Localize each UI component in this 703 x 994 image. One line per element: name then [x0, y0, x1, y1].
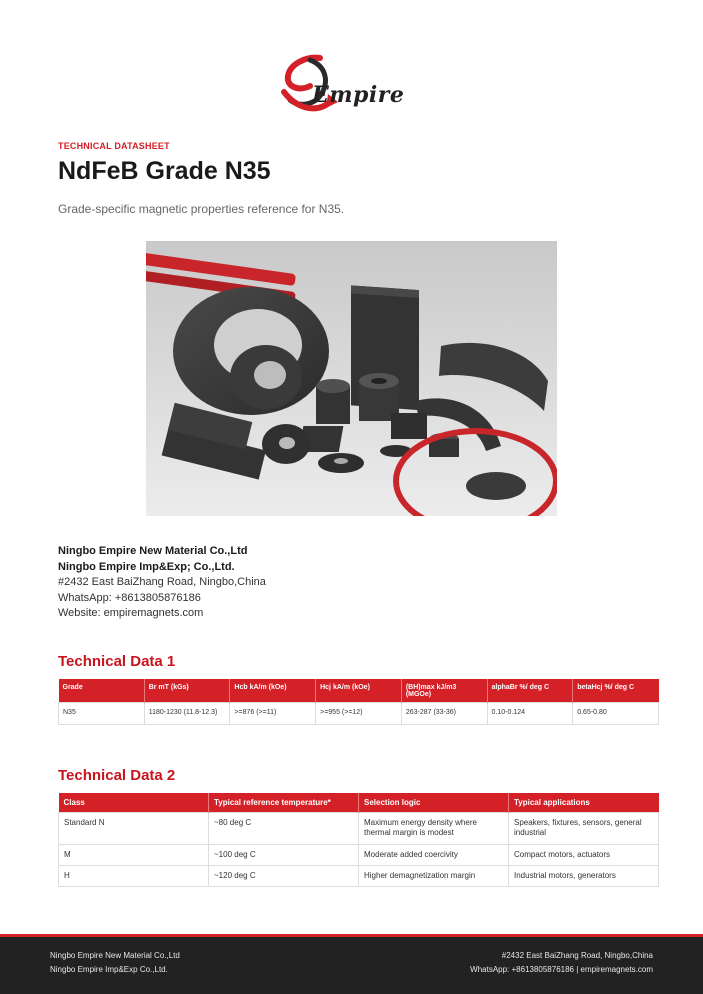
- table-cell: Standard N: [59, 813, 209, 845]
- table-cell: 1180-1230 (11.8-12.3): [144, 703, 230, 725]
- table-cell: ~80 deg C: [209, 813, 359, 845]
- table-row: [59, 866, 659, 887]
- table-header-cell: (BH)max kJ/m3 (MGOe): [401, 679, 487, 703]
- table-header-cell: betaHcj %/ deg C: [573, 679, 659, 703]
- table-cell: Compact motors, actuators: [509, 845, 659, 866]
- section-title-technical-data-1: Technical Data 1: [58, 653, 176, 670]
- company-name-1: Ningbo Empire New Material Co.,Ltd: [58, 545, 248, 557]
- table-header-cell: Class: [59, 793, 209, 813]
- footer-accent-line: [0, 934, 703, 937]
- table-header-cell: Br mT (kGs): [144, 679, 230, 703]
- table-cell: H: [59, 866, 209, 887]
- table-cell: ~120 deg C: [209, 866, 359, 887]
- company-logo: [276, 52, 426, 118]
- section-title-technical-data-2: Technical Data 2: [58, 767, 176, 784]
- document-kicker: TECHNICAL DATASHEET: [58, 141, 170, 151]
- company-whatsapp: WhatsApp: +8613805876186: [58, 591, 201, 604]
- table-header-cell: Typical reference temperature*: [209, 793, 359, 813]
- footer-company-1: Ningbo Empire New Material Co.,Ltd: [50, 951, 180, 960]
- table-cell: 0.65-0.80: [573, 703, 659, 725]
- page-subtitle: Grade-specific magnetic properties reference for N35.: [58, 202, 345, 216]
- table-cell: 0.10-0.124: [487, 703, 573, 725]
- table-header-cell: Hcj kA/m (kOe): [316, 679, 402, 703]
- table-header-row: [59, 793, 659, 813]
- table-header-cell: Selection logic: [359, 793, 509, 813]
- table-cell: Industrial motors, generators: [509, 866, 659, 887]
- table-cell: Higher demagnetization margin: [359, 866, 509, 887]
- table-header-cell: alphaBr %/ deg C: [487, 679, 573, 703]
- company-website: Website: empiremagnets.com: [58, 607, 204, 619]
- page-title: NdFeB Grade N35: [58, 157, 271, 185]
- table-cell: Speakers, fixtures, sensors, general industrial: [509, 813, 659, 845]
- table-cell: 263-287 (33-36): [401, 703, 487, 725]
- table-row: [59, 703, 659, 725]
- company-address: #2432 East BaiZhang Road, Ningbo,China: [58, 576, 266, 588]
- table-cell: Moderate added coercivity: [359, 845, 509, 866]
- table-header-row: [59, 679, 659, 703]
- footer-contact: WhatsApp: +8613805876186 | empiremagnets.com: [470, 965, 653, 974]
- table-cell: N35: [59, 703, 145, 725]
- table-header-cell: Grade: [59, 679, 145, 703]
- logo-text: Empire: [312, 82, 405, 108]
- technical-data-1-table: [58, 679, 659, 725]
- company-info: [58, 544, 266, 622]
- product-photo: [146, 241, 557, 516]
- table-cell: M: [59, 845, 209, 866]
- page-footer: [0, 934, 703, 994]
- table-row: [59, 813, 659, 845]
- company-name-2: Ningbo Empire Imp&Exp; Co.,Ltd.: [58, 560, 235, 573]
- table-cell: >=876 (>=11): [230, 703, 316, 725]
- table-header-cell: Hcb kA/m (kOe): [230, 679, 316, 703]
- footer-address: #2432 East BaiZhang Road, Ningbo,China: [501, 951, 653, 960]
- footer-company-2: Ningbo Empire Imp&Exp Co.,Ltd.: [50, 965, 168, 974]
- table-cell: ~100 deg C: [209, 845, 359, 866]
- table-row: [59, 845, 659, 866]
- table-cell: Maximum energy density where thermal margin is modest: [359, 813, 509, 845]
- table-cell: >=955 (>=12): [316, 703, 402, 725]
- table-header-cell: Typical applications: [509, 793, 659, 813]
- technical-data-2-table: [58, 793, 659, 887]
